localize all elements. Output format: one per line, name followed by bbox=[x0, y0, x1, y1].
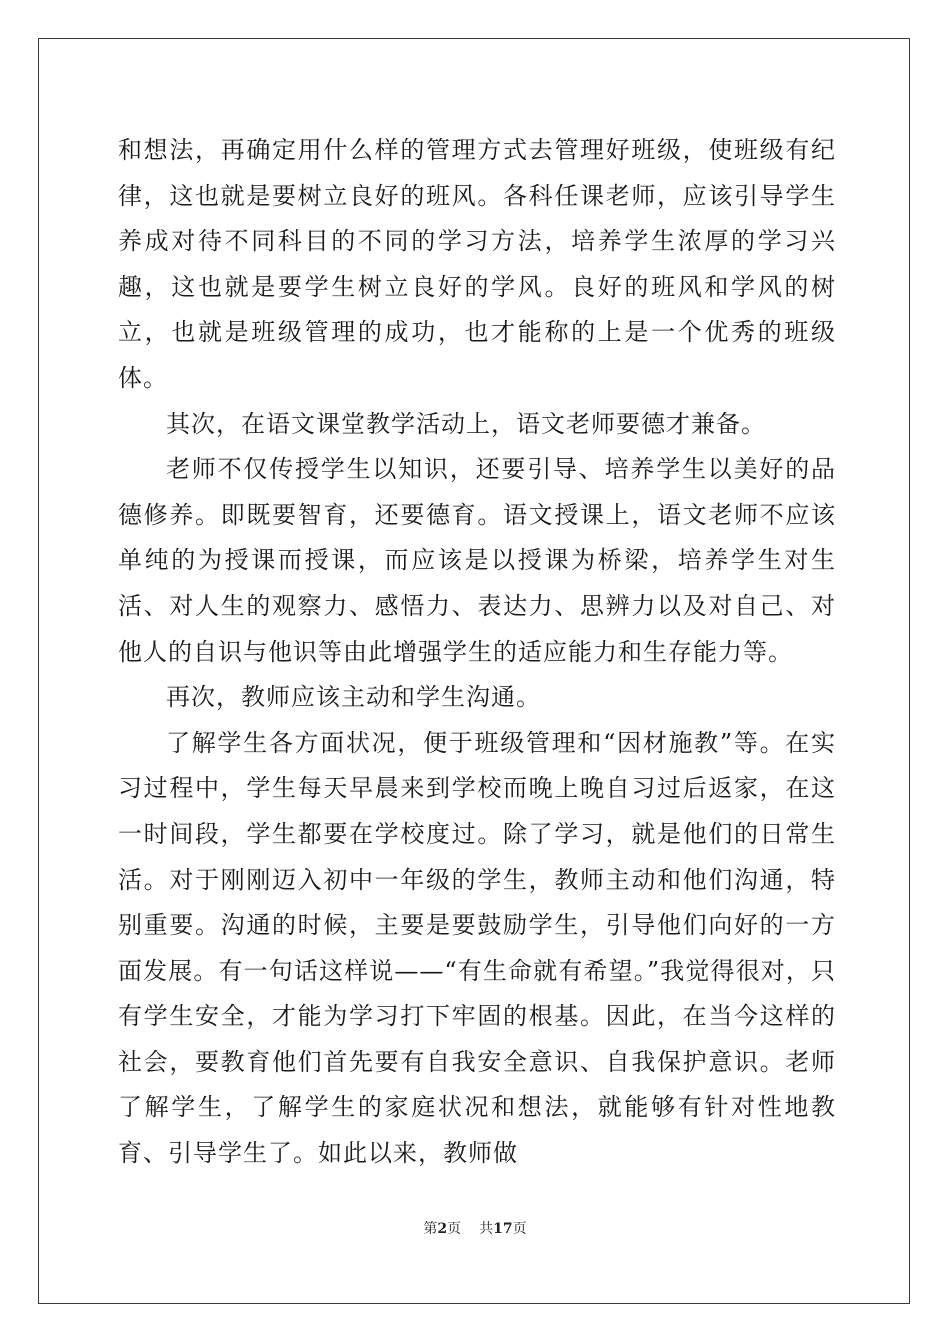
page-number: 2 bbox=[437, 1221, 448, 1237]
document-body bbox=[118, 128, 836, 1177]
paragraph-5: 了解学生各方面状况，便于班级管理和“因材施教”等。在实习过程中，学生每天早晨来到学校而晚上晚自习过后返家，在这一时间段，学生都要在学校度过。除了学习，就是他们的日常生活。对于刚刚迈入初中一年级的学生，教师主动和他们沟通，特别重要。沟通的时候，主要是要鼓励学生，引导他们向好的一方面发展。有一句话这样说——“有生命就有希望。”我觉得很对，只有学生安全，才能为学习打下牢固的根基。因此，在当今这样的社会，要教育他们首先要有自我安全意识、自我保护意识。老师了解学生，了解学生的家庭状况和想法，就能够有针对性地教育、引导学生了。如此以来，教师做 bbox=[118, 728, 836, 1168]
paragraph-2: 其次，在语文课堂教学活动上，语文老师要德才兼备。 bbox=[166, 409, 766, 438]
page-suffix: 页 bbox=[447, 1221, 462, 1237]
page-footer bbox=[0, 1218, 950, 1238]
total-pages: 17 bbox=[493, 1221, 513, 1237]
total-prefix: 共 bbox=[479, 1221, 494, 1237]
total-suffix: 页 bbox=[512, 1221, 527, 1237]
paragraph-1: 和想法，再确定用什么样的管理方式去管理好班级，使班级有纪律，这也就是要树立良好的班风。各科任课老师，应该引导学生养成对待不同科目的不同的学习方法，培养学生浓厚的学习兴趣，这也就是要学生树立良好的学风。良好的班风和学风的树立，也就是班级管理的成功，也才能称的上是一个优秀的班级体。 bbox=[118, 136, 836, 392]
paragraph-3: 老师不仅传授学生以知识，还要引导、培养学生以美好的品德修养。即既要智育，还要德育。语文授课上，语文老师不应该单纯的为授课而授课，而应该是以授课为桥梁，培养学生对生活、对人生的观察力、感悟力、表达力、思辨力以及对自己、对他人的自识与他识等由此增强学生的适应能力和生存能力等。 bbox=[118, 455, 836, 666]
page-prefix: 第 bbox=[423, 1221, 438, 1237]
paragraph-4: 再次，教师应该主动和学生沟通。 bbox=[166, 683, 541, 712]
